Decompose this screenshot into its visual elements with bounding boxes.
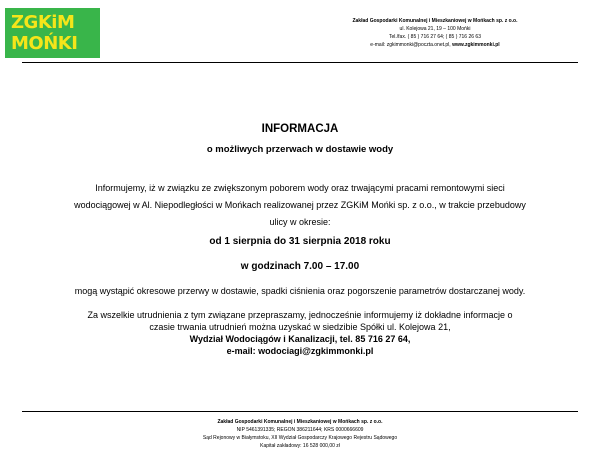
footer-capital: Kapitał zakładowy: 16 528 000,00 zł: [260, 443, 340, 449]
footer-ids: NIP 5461391335; REGON 386211644; KRS 0000666609: [236, 427, 364, 433]
intro-line-1: Informujemy, iż w związku ze zwiększonym poborem wody oraz trwającymi pracami remontowymi sieci: [95, 183, 505, 193]
contact-line-4: e-mail: wodociagi@zgkimmonki.pl: [226, 346, 374, 356]
logo-text-bottom: MOŃKI: [11, 33, 78, 54]
contact-line-1: Za wszelkie utrudnienia z tym związane przepraszamy, jednocześnie informujemy iż dokładne informacje o: [87, 310, 513, 320]
header-org-name: Zakład Gospodarki Komunalnej i Mieszkaniowej w Mońkach sp. z o.o.: [352, 18, 518, 24]
header-email: e-mail: zgkimmonki@poczta.onet.pl,: [370, 42, 453, 48]
notice-title: INFORMACJA: [261, 123, 339, 135]
company-logo: [5, 8, 100, 58]
notice-hours: w godzinach 7.00 – 17.00: [240, 261, 360, 272]
footer-divider: [22, 411, 578, 412]
header-divider: [22, 62, 578, 63]
contact-line-2: czasie trwania utrudnień można uzyskać w siedzibie Spółki ul. Kolejowa 21,: [149, 322, 451, 332]
intro-line-3: ulicy w okresie:: [269, 217, 331, 227]
footer-org-name: Zakład Gospodarki Komunalnej i Mieszkaniowej w Mońkach sp. z o.o.: [217, 419, 383, 425]
contact-line-3: Wydział Wodociągów i Kanalizacji, tel. 85 716 27 64,: [189, 334, 411, 344]
header-website: www.zgkimmonki.pl: [452, 42, 500, 48]
notice-paragraph-intro: [40, 180, 560, 231]
letterhead-footer: [150, 418, 450, 450]
notice-period: od 1 sierpnia do 31 sierpnia 2018 roku: [209, 236, 391, 247]
logo-text-top: ZGKiM: [11, 12, 75, 33]
header-phone: Tel./fax. ( 85 ) 716 27 64; ( 85 ) 716 26 63: [388, 34, 481, 40]
header-address: ul. Kolejowa 21, 19 – 100 Mońki: [399, 26, 471, 32]
notice-paragraph-contact: [40, 309, 560, 357]
notice-subtitle: o możliwych przerwach w dostawie wody: [206, 144, 394, 155]
notice-paragraph-effects: mogą wystąpić okresowe przerwy w dostawie, spadki ciśnienia oraz pogorszenie parametrów dostarczanej wody.: [74, 286, 526, 296]
letterhead-contact: [320, 17, 550, 49]
intro-line-2: wodociągowej w Al. Niepodległości w Mońkach realizowanej przez ZGKiM Mońki sp. z o.o., w trakcie przebudowy: [74, 200, 526, 210]
header-email-line: [320, 41, 550, 49]
footer-court: Sąd Rejonowy w Białymstoku, XII Wydział Gospodarczy Krajowego Rejestru Sądowego: [202, 435, 398, 441]
